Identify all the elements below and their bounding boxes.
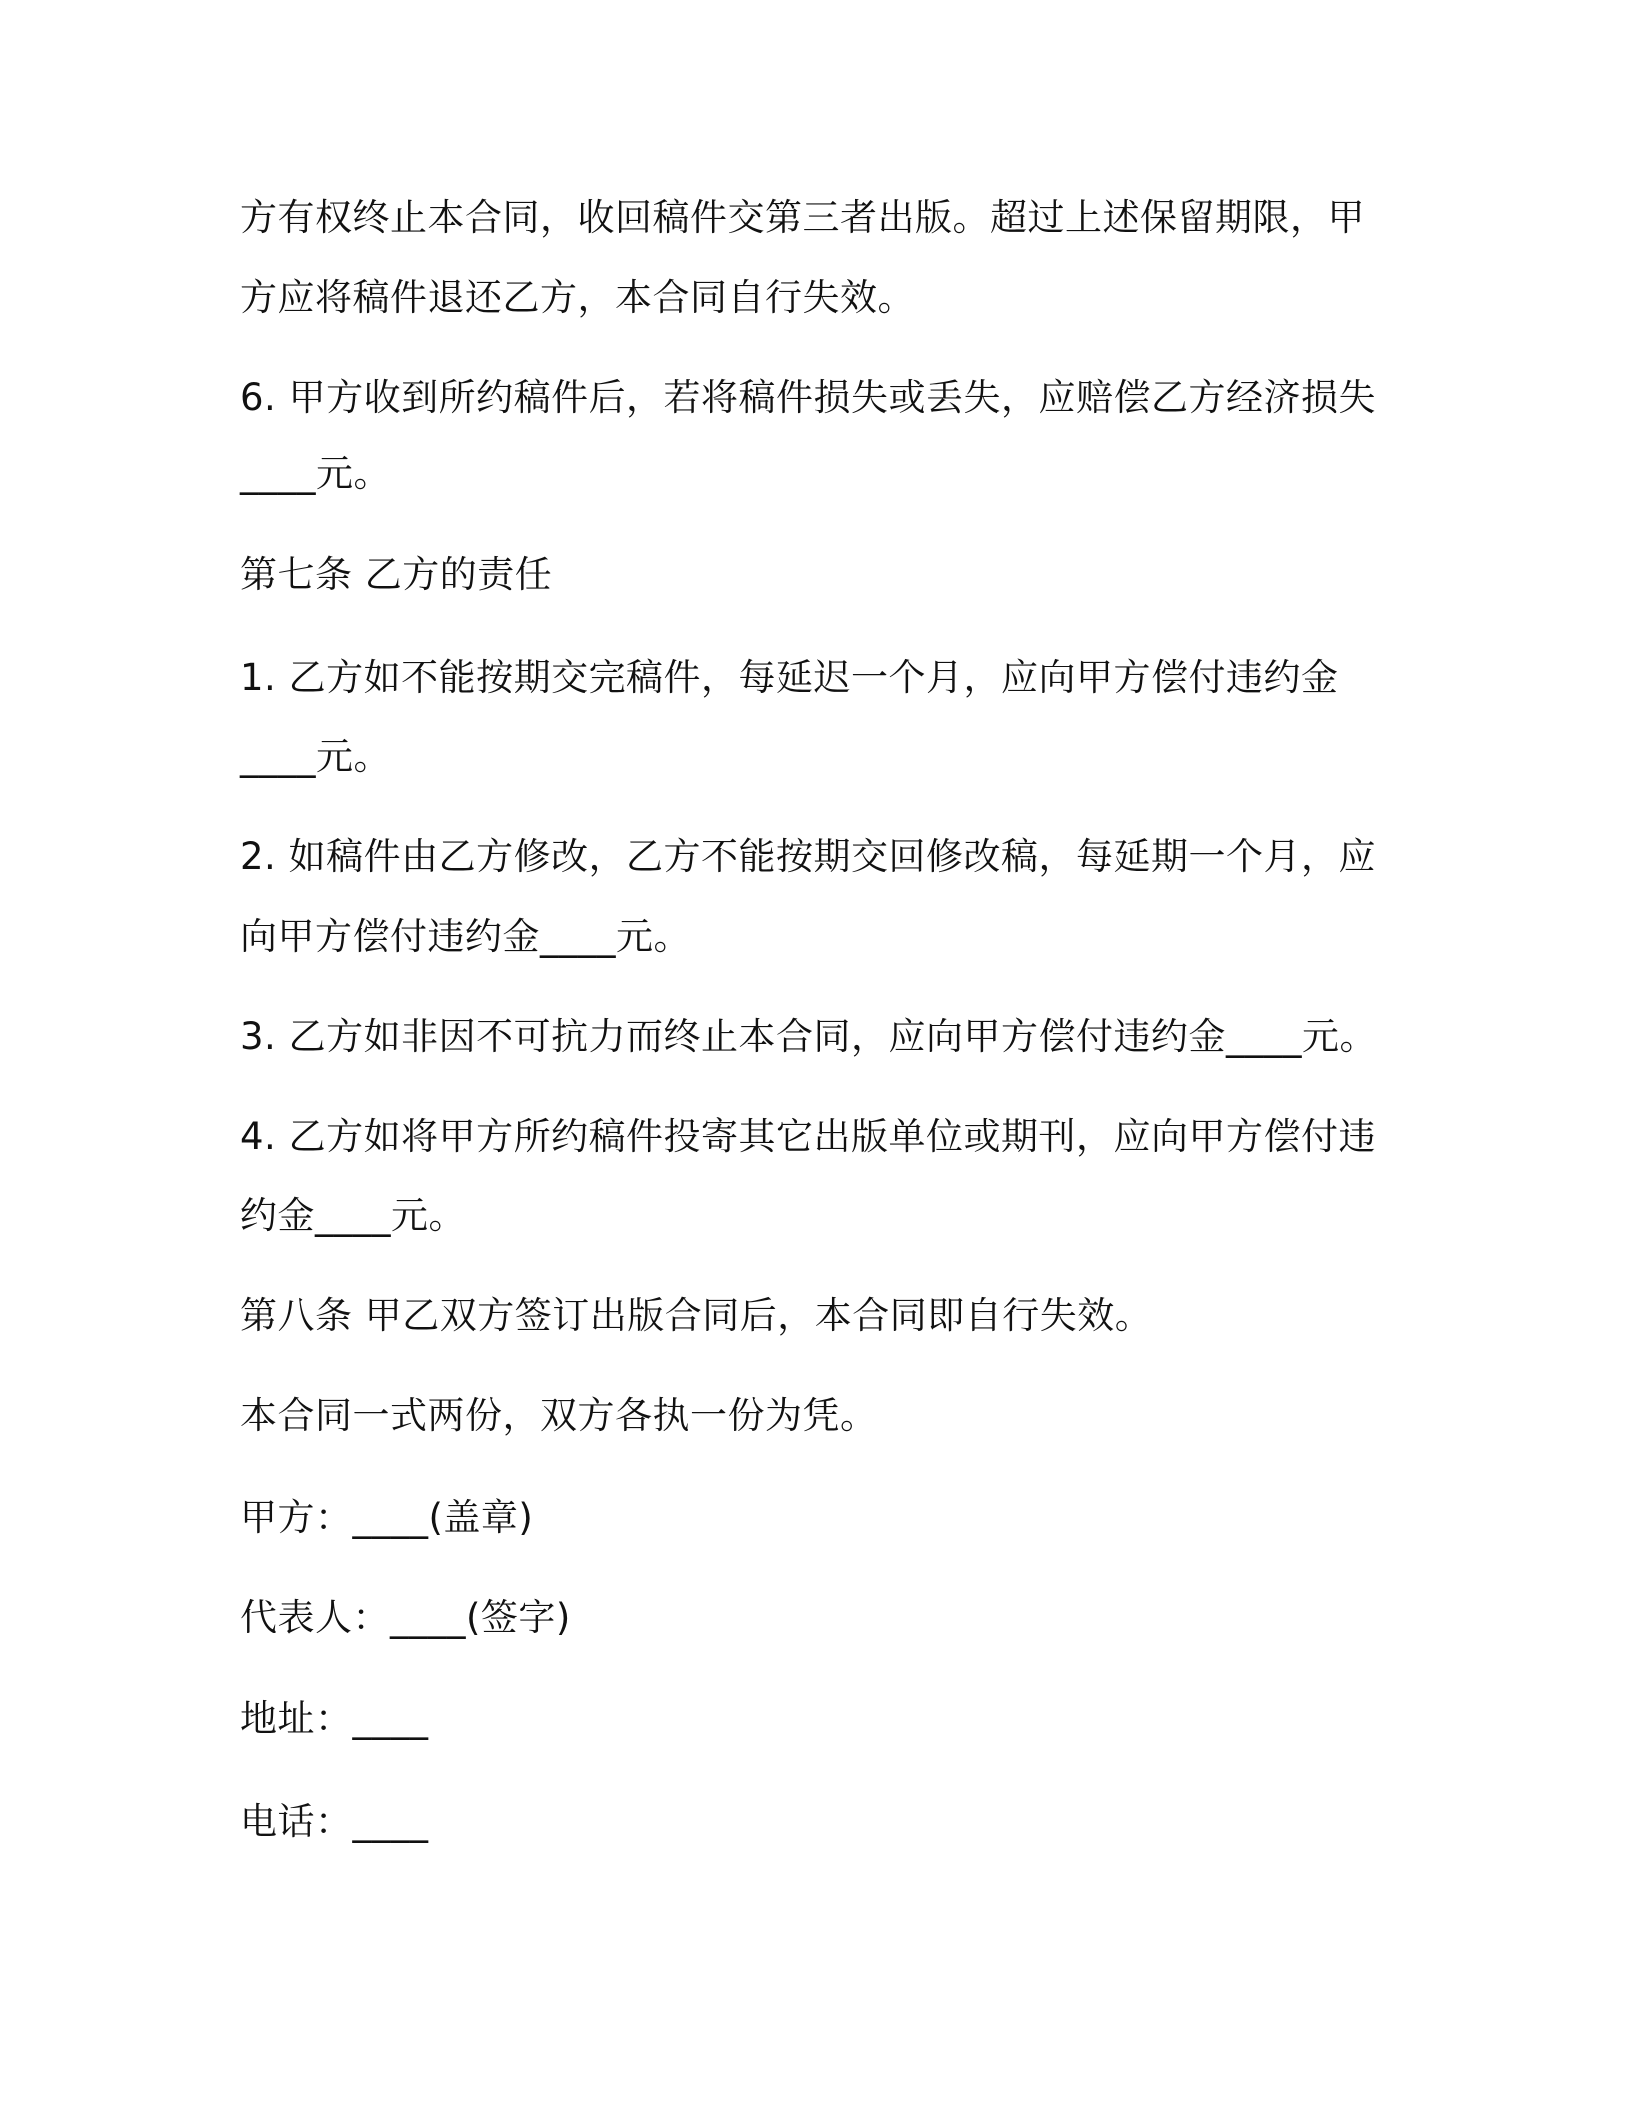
article-8: 第八条 甲乙双方签订出版合同后，本合同即自行失效。	[240, 1294, 1153, 1337]
copies-statement: 本合同一式两份，双方各执一份为凭。	[240, 1394, 878, 1437]
clause-item-6-amount: ____元。	[240, 452, 391, 495]
article-7-heading: 第七条 乙方的责任	[240, 553, 553, 596]
article-7-item-4-cont: 约金____元。	[240, 1194, 466, 1237]
phone-field: 电话：____	[240, 1800, 429, 1843]
article-7-item-2-cont: 向甲方偿付违约金____元。	[240, 915, 691, 958]
representative-signature: 代表人：____(签字)	[240, 1596, 571, 1639]
article-7-item-4: 4. 乙方如将甲方所约稿件投寄其它出版单位或期刊，应向甲方偿付违	[240, 1115, 1377, 1158]
article-7-item-1-amount: ____元。	[240, 735, 391, 778]
clause-text-line: 方应将稿件退还乙方，本合同自行失效。	[240, 276, 915, 319]
party-a-seal: 甲方：____(盖章)	[240, 1496, 534, 1539]
address-field: 地址：____	[240, 1697, 429, 1740]
article-7-item-2: 2. 如稿件由乙方修改，乙方不能按期交回修改稿，每延期一个月，应	[240, 835, 1377, 878]
clause-item-6: 6. 甲方收到所约稿件后，若将稿件损失或丢失，应赔偿乙方经济损失	[240, 376, 1377, 419]
article-7-item-3: 3. 乙方如非因不可抗力而终止本合同，应向甲方偿付违约金____元。	[240, 1015, 1378, 1058]
clause-text-line: 方有权终止本合同，收回稿件交第三者出版。超过上述保留期限，甲	[240, 196, 1365, 239]
article-7-item-1: 1. 乙方如不能按期交完稿件，每延迟一个月，应向甲方偿付违约金	[240, 656, 1339, 699]
